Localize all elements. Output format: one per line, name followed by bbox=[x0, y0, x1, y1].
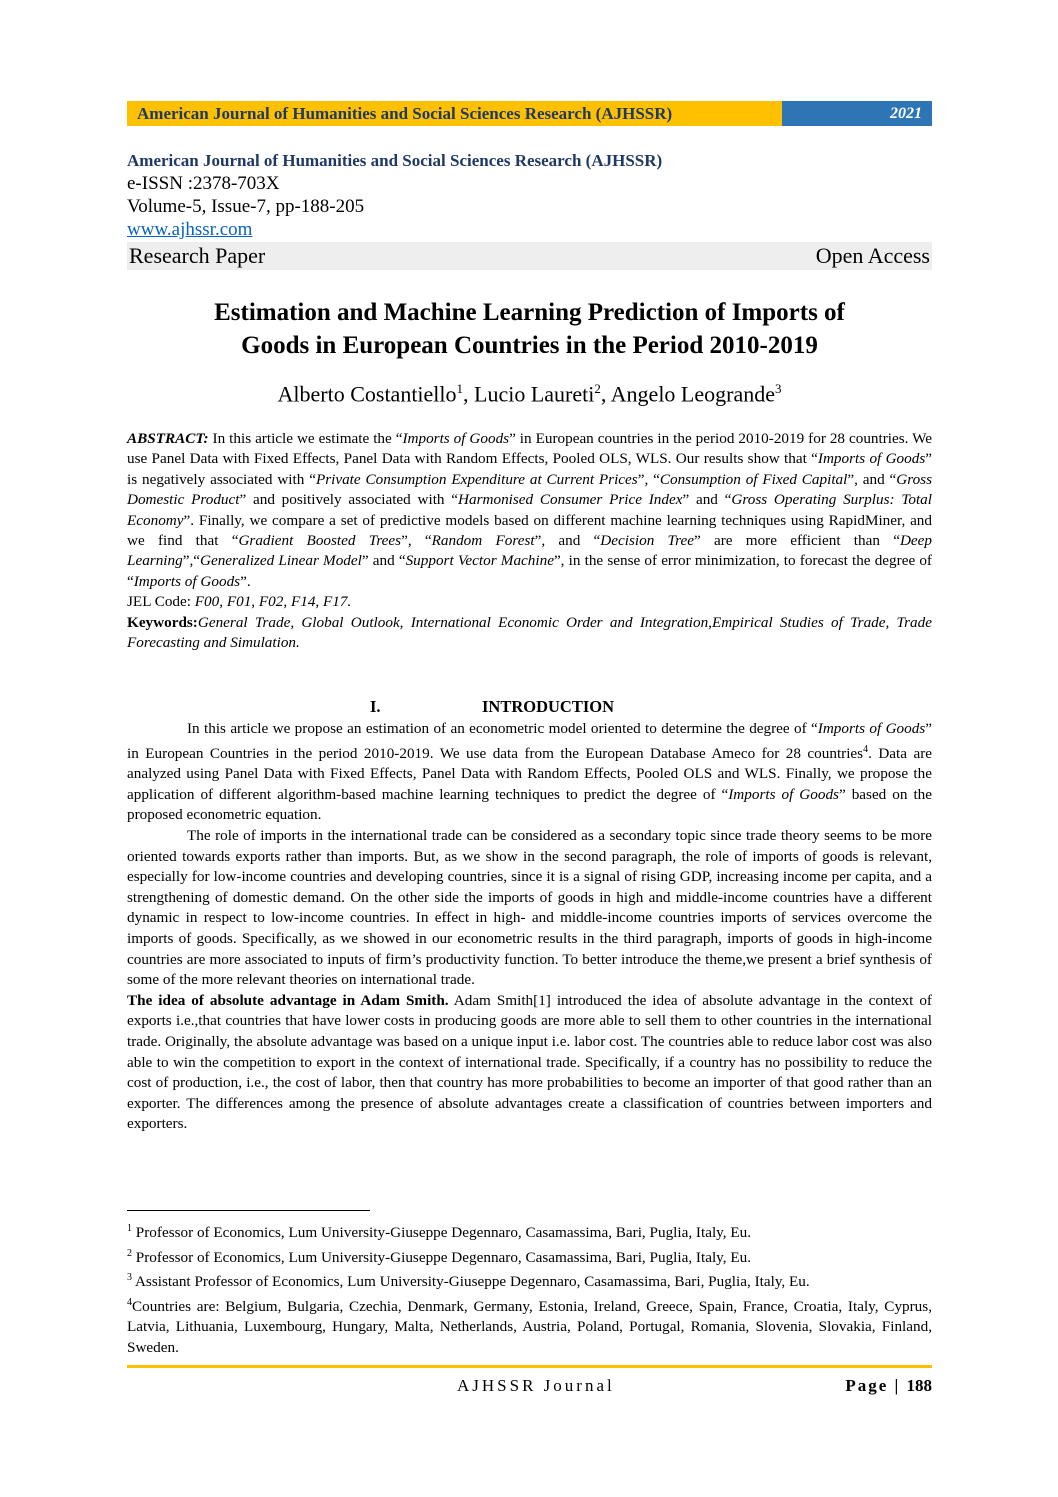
journal-name: American Journal of Humanities and Social Sciences Research (AJHSSR) bbox=[127, 151, 663, 170]
abstract-text: In this article we estimate the “ bbox=[208, 430, 403, 447]
journal-info bbox=[127, 150, 932, 270]
footer-journal: AJHSSR Journal bbox=[457, 1376, 615, 1395]
abstract-label: ABSTRACT: bbox=[127, 430, 209, 447]
abstract-term: Imports of Goods bbox=[402, 430, 510, 447]
page-label: Page | bbox=[845, 1376, 901, 1395]
footnote-text: Assistant Professor of Economics, Lum University-Giuseppe Degennaro, Casamassima, Bari, Puglia, Italy, Eu. bbox=[132, 1273, 810, 1291]
paragraph-lead: The idea of absolute advantage in Adam Smith. bbox=[127, 991, 449, 1009]
abstract-text: ”, “ bbox=[637, 470, 660, 488]
journal-volume: Volume-5, Issue-7, pp-188-205 bbox=[127, 196, 365, 217]
abstract-term: Private Consumption Expenditure at Current Prices bbox=[315, 470, 638, 488]
footer-divider bbox=[127, 1365, 932, 1368]
paper-title-line-1: Estimation and Machine Learning Prediction of Imports of bbox=[214, 299, 845, 326]
abstract-term: Random Forest bbox=[431, 532, 535, 550]
footnote bbox=[127, 1268, 932, 1293]
footnotes bbox=[127, 1219, 932, 1358]
journal-issn: e-ISSN :2378-703X bbox=[127, 173, 280, 194]
footnote-ref[interactable]: 4 bbox=[863, 743, 869, 755]
footnote-divider bbox=[127, 1210, 370, 1211]
abstract-text: ”, and “ bbox=[534, 532, 601, 550]
journal-banner bbox=[127, 101, 932, 126]
abstract-text: ”, “ bbox=[401, 532, 432, 550]
footnote bbox=[127, 1244, 932, 1269]
abstract-term: Consumption of Fixed Capital bbox=[659, 470, 848, 488]
abstract-term: Generalized Linear Model bbox=[199, 552, 362, 570]
body-term: Imports of Goods bbox=[728, 785, 839, 803]
body-term: Imports of Goods bbox=[817, 720, 926, 737]
abstract-text: ” and positively associated with “ bbox=[239, 491, 459, 509]
body-text: Adam Smith[1] introduced the idea of absolute advantage in the context of exports i.e.,that countries that have lower costs in producing goods are more able to sell them to other countries in the international trade. Originally, the absolute advantage was based on a unique input i.e. labor cost. The countries able to reduce labor cost was also able to win the competition to export in the context of international trade. Specifically, if a country has no possibility to reduce the cost of production, i.e., the cost of labor, then that country has more probabilities to become an importer of that good rather than an exporter. The differences among the presence of absolute advantages create a classification of countries between importers and exporters. bbox=[127, 991, 932, 1133]
body-paragraph: The role of imports in the international trade can be considered as a secondary topic since trade theory seems to be more oriented towards exports rather than imports. But, as we show in the second paragraph, the role of imports of goods is relevant, especially for low-income countries and developing countries, since it is a signal of rising GDP, increasing income per capita, and a strengthening of domestic demand. On the other side the imports of goods in high and middle-income countries have a different dynamic in respect to low-income countries. In effect in high- and middle-income countries imports of services overcome the imports of goods. Specifically, as we showed in our econometric results in the third paragraph, imports of goods in high-income countries are more associated to inputs of firm’s productivity function. To better introduce the theme,we present a brief synthesis of some of the more relevant theories on international trade. bbox=[127, 827, 932, 989]
abstract-text: ”,“ bbox=[182, 552, 200, 570]
paper-title bbox=[127, 296, 932, 362]
footnote-mark: 1 bbox=[127, 1223, 132, 1234]
section-number: I. bbox=[370, 697, 381, 716]
keywords-label: Keywords: bbox=[127, 613, 198, 631]
jel-codes bbox=[127, 592, 932, 612]
section-title: INTRODUCTION bbox=[482, 697, 615, 716]
banner-year: 2021 bbox=[782, 101, 932, 126]
abstract-term: Support Vector Machine bbox=[405, 552, 554, 570]
jel-values: F00, F01, F02, F14, F17. bbox=[194, 593, 352, 611]
abstract-text: ” and “ bbox=[682, 491, 732, 509]
footnote bbox=[127, 1219, 932, 1244]
introduction-body bbox=[127, 719, 932, 1135]
author-list: Alberto Costantiello$^1$, Lucio Laureti$^2$, Angelo Leogrande$^3$ bbox=[277, 381, 782, 407]
abstract-text: ” in European countries in the period 2010-2019 for 28 countries. We use Panel Data with Fixed Effects, Panel Data with Random Effects, Pooled OLS, WLS. Our results show that “ bbox=[127, 430, 932, 468]
banner-journal-name: American Journal of Humanities and Social Sciences Research (AJHSSR) bbox=[127, 101, 782, 126]
abstract-text: ”. bbox=[240, 572, 251, 590]
body-text: ” in European Countries in the period 2010-2019. We use data from the European Database Ameco for 28 countries bbox=[127, 720, 932, 762]
access-type: Open Access bbox=[815, 243, 930, 268]
paper-type-bar bbox=[127, 242, 932, 270]
footnote-text: Professor of Economics, Lum University-Giuseppe Degennaro, Casamassima, Bari, Puglia, Italy, Eu. bbox=[132, 1224, 752, 1242]
body-text: ” based on the proposed econometric equation. bbox=[127, 785, 933, 824]
abstract-term: Harmonised Consumer Price Index bbox=[458, 491, 683, 509]
abstract-term: Gross Domestic Product bbox=[127, 470, 932, 509]
author-name: Alberto Costantiello bbox=[277, 381, 457, 407]
footnote bbox=[127, 1293, 932, 1359]
abstract-text: ” and “ bbox=[361, 552, 406, 570]
abstract-term: Imports of Goods bbox=[817, 450, 926, 468]
author-affiliation-mark: 1 bbox=[456, 381, 464, 396]
body-paragraph bbox=[127, 991, 932, 1135]
abstract-term: Gradient Boosted Trees bbox=[238, 532, 402, 550]
footnote-mark: 4 bbox=[127, 1296, 132, 1308]
author-name: Lucio Laureti bbox=[474, 381, 595, 407]
page-number: 188 bbox=[906, 1376, 932, 1395]
abstract-text: ”. Finally, we compare a set of predictive models based on different machine learning techniques using RapidMiner, and we find that “ bbox=[127, 511, 932, 550]
footnote-mark: 3 bbox=[127, 1272, 132, 1284]
author-affiliation-mark: 3 bbox=[775, 381, 782, 396]
body-paragraph bbox=[127, 719, 932, 826]
footnote-text: Countries are: Belgium, Bulgaria, Czechia, Denmark, Germany, Estonia, Ireland, Greece, Spain, France, Croatia, Italy, Cyprus, Latvia, Lithuania, Luxembourg, Hungary, Malta, Netherlands, Austria, Poland, Portugal, Romania, Slovenia, Slovakia, Finland, Sweden. bbox=[127, 1297, 932, 1356]
body-text: In this article we propose an estimation of an econometric model oriented to determine the degree of “ bbox=[187, 720, 818, 737]
footnote-mark: 2 bbox=[127, 1247, 132, 1259]
keywords-values: General Trade, Global Outlook, International Economic Order and Integration,Empirical Studies of Trade, Trade Forecasting and Simulation. bbox=[127, 613, 932, 652]
author-affiliation-mark: 2 bbox=[594, 381, 601, 396]
paper-title-line-2: Goods in European Countries in the Period 2010-2019 bbox=[241, 332, 818, 359]
abstract-text: ” is negatively associated with “ bbox=[127, 450, 932, 488]
paper-type: Research Paper bbox=[129, 243, 266, 268]
abstract-text: ” are more efficient than “ bbox=[693, 532, 900, 550]
footnote-text: Professor of Economics, Lum University-Giuseppe Degennaro, Casamassima, Bari, Puglia, Italy, Eu. bbox=[132, 1248, 752, 1266]
page-number-block bbox=[845, 1376, 932, 1396]
keywords bbox=[127, 613, 932, 654]
abstract-text: ”, and “ bbox=[847, 470, 897, 488]
body-text: . Data are analyzed using Panel Data with Fixed Effects, Panel Data with Random Effects, Pooled OLS and WLS. Finally, we propose the application of different algorithm-based machine learning techniques to predict the degree of “ bbox=[127, 744, 932, 803]
jel-label: JEL Code: bbox=[127, 593, 195, 611]
abstract-paragraph bbox=[127, 429, 932, 592]
abstract bbox=[127, 429, 932, 653]
abstract-term: Imports of Goods bbox=[133, 572, 241, 590]
abstract-term: Gross Operating Surplus: Total Economy bbox=[127, 491, 932, 529]
abstract-term: Decision Tree bbox=[600, 532, 694, 550]
journal-website-link[interactable]: www.ajhssr.com bbox=[127, 219, 253, 240]
abstract-text: ”, in the sense of error minimization, to forecast the degree of “ bbox=[127, 552, 932, 590]
author-name: Angelo Leogrande bbox=[610, 381, 775, 407]
abstract-term: Deep Learning bbox=[127, 532, 932, 570]
